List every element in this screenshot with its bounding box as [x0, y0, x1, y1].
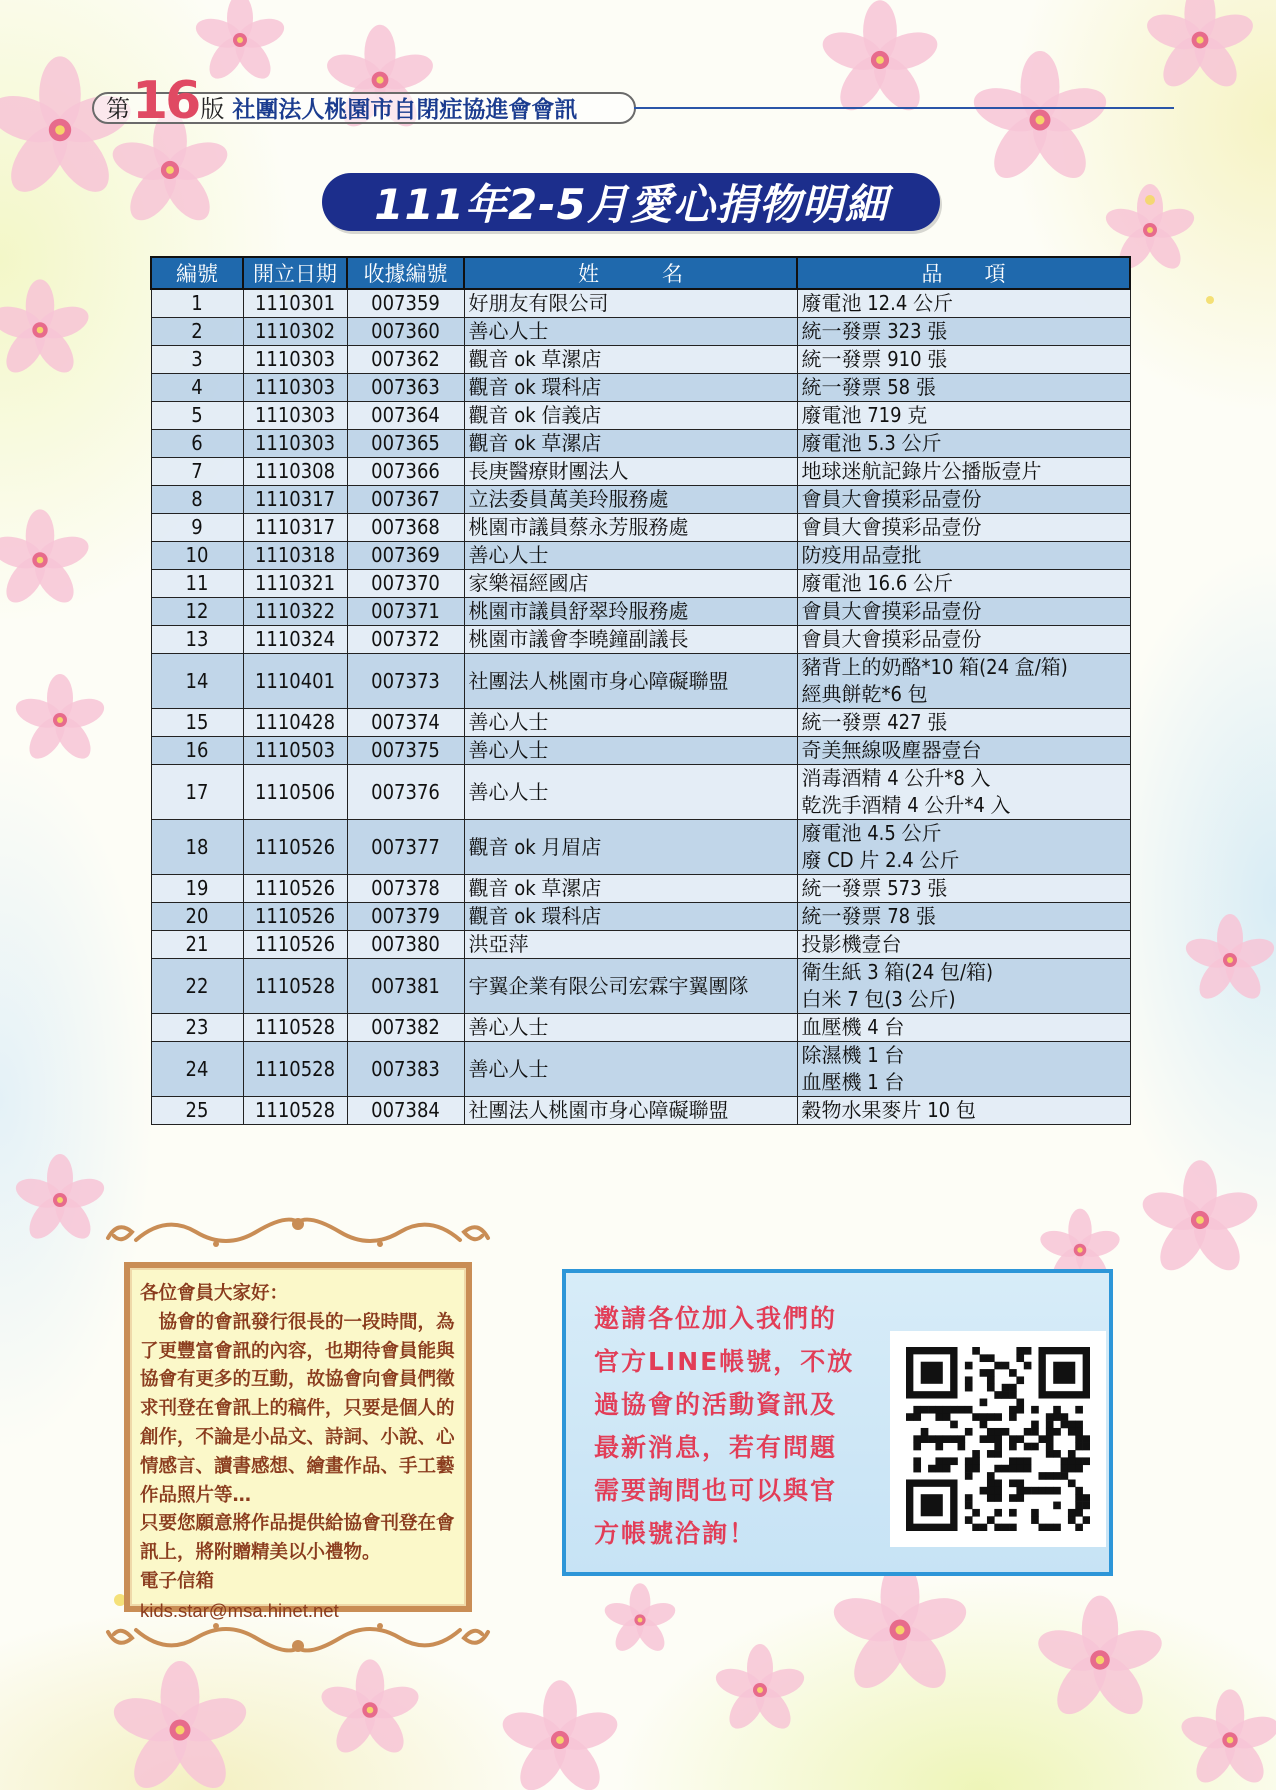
- cell-number: 14: [151, 654, 243, 709]
- cell-date: 1110322: [243, 598, 347, 626]
- cell-name: 善心人士: [464, 737, 797, 765]
- cell-number: 22: [151, 959, 243, 1014]
- item-line: 地球迷航記錄片公播版壹片: [801, 459, 1042, 483]
- cell-items: [797, 737, 1130, 765]
- cell-items: [797, 626, 1130, 654]
- cell-number: 20: [151, 903, 243, 931]
- table-row: [151, 458, 1130, 486]
- cell-receipt: 007359: [347, 289, 464, 318]
- cell-number: 25: [151, 1097, 243, 1125]
- cell-number: 10: [151, 542, 243, 570]
- table-row: [151, 514, 1130, 542]
- cell-items: [797, 542, 1130, 570]
- table-row: [151, 959, 1130, 1014]
- cell-date: 1110303: [243, 346, 347, 374]
- cell-number: 11: [151, 570, 243, 598]
- item-line: 廢電池 4.5 公斤: [801, 821, 942, 845]
- item-line: 奇美無線吸塵器壹台: [801, 738, 982, 762]
- cell-number: 18: [151, 820, 243, 875]
- item-line: 統一發票 323 張: [801, 319, 948, 343]
- column-header-receipt: 收據編號: [347, 257, 464, 289]
- item-line: 血壓機 1 台: [801, 1070, 905, 1094]
- cell-name: 觀音 ok 信義店: [464, 402, 797, 430]
- column-header-items: 品 項: [797, 257, 1130, 289]
- edition-prefix: 第: [106, 95, 130, 123]
- line-invite-box: [562, 1269, 1113, 1576]
- cell-name: 立法委員萬美玲服務處: [464, 486, 797, 514]
- cell-date: 1110528: [243, 1014, 347, 1042]
- item-line: 防疫用品壹批: [801, 543, 922, 567]
- cell-name: 觀音 ok 草漯店: [464, 875, 797, 903]
- table-body: [151, 289, 1130, 1125]
- table-row: [151, 737, 1130, 765]
- cell-date: 1110317: [243, 514, 347, 542]
- cell-items: [797, 903, 1130, 931]
- cell-number: 15: [151, 709, 243, 737]
- cell-date: 1110526: [243, 875, 347, 903]
- cell-name: 社團法人桃園市身心障礙聯盟: [464, 1097, 797, 1125]
- cell-date: 1110401: [243, 654, 347, 709]
- line-invite-text: 邀請各位加入我們的官方LINE帳號，不放過協會的活動資訊及最新消息，若有問題需要詢問也可以與官方帳號洽詢！: [594, 1304, 855, 1548]
- cell-name: 桃園市議員蔡永芳服務處: [464, 514, 797, 542]
- cell-name: 桃園市議會李曉鐘副議長: [464, 626, 797, 654]
- table-row: [151, 626, 1130, 654]
- cell-receipt: 007367: [347, 486, 464, 514]
- cell-date: 1110503: [243, 737, 347, 765]
- table-row: [151, 1042, 1130, 1097]
- cell-items: [797, 820, 1130, 875]
- item-line: 經典餅乾*6 包: [801, 682, 928, 706]
- cell-number: 16: [151, 737, 243, 765]
- cell-receipt: 007368: [347, 514, 464, 542]
- notice-greeting: 各位會員大家好：: [140, 1283, 289, 1304]
- cell-number: 1: [151, 289, 243, 318]
- cell-items: [797, 1042, 1130, 1097]
- table-row: [151, 374, 1130, 402]
- cell-name: 觀音 ok 草漯店: [464, 430, 797, 458]
- cell-receipt: 007364: [347, 402, 464, 430]
- cell-date: 1110526: [243, 931, 347, 959]
- cell-date: 1110528: [243, 959, 347, 1014]
- item-line: 廢電池 12.4 公斤: [801, 291, 953, 315]
- item-line: 穀物水果麥片 10 包: [801, 1098, 976, 1122]
- cell-name: 善心人士: [464, 542, 797, 570]
- cell-date: 1110526: [243, 820, 347, 875]
- table-row: [151, 289, 1130, 318]
- cell-receipt: 007369: [347, 542, 464, 570]
- cell-date: 1110303: [243, 402, 347, 430]
- table-row: [151, 570, 1130, 598]
- item-line: 統一發票 78 張: [801, 904, 936, 928]
- cell-number: 7: [151, 458, 243, 486]
- cell-number: 8: [151, 486, 243, 514]
- cell-receipt: 007379: [347, 903, 464, 931]
- cell-name: 觀音 ok 月眉店: [464, 820, 797, 875]
- cell-receipt: 007378: [347, 875, 464, 903]
- cell-receipt: 007366: [347, 458, 464, 486]
- cell-receipt: 007363: [347, 374, 464, 402]
- cell-date: 1110506: [243, 765, 347, 820]
- table-row: [151, 430, 1130, 458]
- table-row: [151, 1097, 1130, 1125]
- cell-date: 1110308: [243, 458, 347, 486]
- cell-items: [797, 402, 1130, 430]
- column-header-name: 姓 名: [464, 257, 797, 289]
- item-line: 廢電池 719 克: [801, 403, 928, 427]
- edition-suffix: 版: [200, 95, 225, 123]
- cell-receipt: 007375: [347, 737, 464, 765]
- cell-name: 善心人士: [464, 765, 797, 820]
- item-line: 會員大會摸彩品壹份: [801, 627, 982, 651]
- table-row: [151, 903, 1130, 931]
- cell-receipt: 007382: [347, 1014, 464, 1042]
- scroll-ornament-top: [96, 1210, 500, 1254]
- table-row: [151, 765, 1130, 820]
- item-line: 白米 7 包(3 公斤): [801, 987, 956, 1011]
- cell-items: [797, 1097, 1130, 1125]
- cell-items: [797, 875, 1130, 903]
- donation-table: [150, 256, 1131, 1125]
- cell-number: 3: [151, 346, 243, 374]
- table-row: [151, 598, 1130, 626]
- cell-number: 6: [151, 430, 243, 458]
- item-line: 投影機壹台: [801, 932, 902, 956]
- table-row: [151, 709, 1130, 737]
- cell-receipt: 007384: [347, 1097, 464, 1125]
- table-row: [151, 486, 1130, 514]
- table-row: [151, 346, 1130, 374]
- cell-date: 1110428: [243, 709, 347, 737]
- edition-number: 16: [132, 71, 199, 131]
- cell-date: 1110324: [243, 626, 347, 654]
- cell-items: [797, 709, 1130, 737]
- cell-name: 善心人士: [464, 709, 797, 737]
- notice-panel: [124, 1262, 472, 1621]
- cell-receipt: 007373: [347, 654, 464, 709]
- cell-name: 社團法人桃園市身心障礙聯盟: [464, 654, 797, 709]
- item-line: 統一發票 58 張: [801, 375, 936, 399]
- item-line: 會員大會摸彩品壹份: [801, 487, 982, 511]
- table-row: [151, 654, 1130, 709]
- item-line: 血壓機 4 台: [801, 1015, 905, 1039]
- cell-items: [797, 374, 1130, 402]
- cell-number: 23: [151, 1014, 243, 1042]
- cell-name: 善心人士: [464, 1014, 797, 1042]
- cell-date: 1110528: [243, 1097, 347, 1125]
- cell-date: 1110526: [243, 903, 347, 931]
- cell-items: [797, 1014, 1130, 1042]
- cell-items: [797, 931, 1130, 959]
- cell-name: 長庚醫療財團法人: [464, 458, 797, 486]
- cell-items: [797, 514, 1130, 542]
- item-line: 衛生紙 3 箱(24 包/箱): [801, 960, 994, 984]
- cell-number: 9: [151, 514, 243, 542]
- cell-date: 1110303: [243, 430, 347, 458]
- cell-receipt: 007365: [347, 430, 464, 458]
- notice-closing: 只要您願意將作品提供給協會刊登在會訊上，將附贈精美以小禮物。: [140, 1513, 455, 1564]
- cell-receipt: 007374: [347, 709, 464, 737]
- cell-name: 觀音 ok 環科店: [464, 903, 797, 931]
- cell-items: [797, 570, 1130, 598]
- cell-items: [797, 346, 1130, 374]
- cell-name: 善心人士: [464, 1042, 797, 1097]
- item-line: 乾洗手酒精 4 公升*4 入: [801, 793, 1011, 817]
- cell-number: 19: [151, 875, 243, 903]
- item-line: 會員大會摸彩品壹份: [801, 515, 982, 539]
- cell-receipt: 007381: [347, 959, 464, 1014]
- cell-number: 12: [151, 598, 243, 626]
- table-row: [151, 875, 1130, 903]
- cell-receipt: 007360: [347, 318, 464, 346]
- organization-name: 社團法人桃園市自閉症協進會會訊: [232, 97, 578, 123]
- cell-items: [797, 289, 1130, 318]
- cell-receipt: 007377: [347, 820, 464, 875]
- item-line: 廢 CD 片 2.4 公斤: [801, 848, 960, 872]
- cell-receipt: 007376: [347, 765, 464, 820]
- notice-email[interactable]: kids.star@msa.hinet.net: [140, 1599, 339, 1621]
- cell-items: [797, 654, 1130, 709]
- cell-date: 1110302: [243, 318, 347, 346]
- cell-date: 1110321: [243, 570, 347, 598]
- page-header: [92, 71, 1182, 131]
- item-line: 廢電池 16.6 公斤: [801, 571, 953, 595]
- cell-name: 桃園市議員舒翠玲服務處: [464, 598, 797, 626]
- table-row: [151, 1014, 1130, 1042]
- cell-receipt: 007380: [347, 931, 464, 959]
- item-line: 消毒酒精 4 公升*8 入: [801, 766, 991, 790]
- cell-receipt: 007371: [347, 598, 464, 626]
- cell-items: [797, 486, 1130, 514]
- cell-name: 善心人士: [464, 318, 797, 346]
- item-line: 統一發票 910 張: [801, 347, 948, 371]
- cell-items: [797, 318, 1130, 346]
- cell-date: 1110528: [243, 1042, 347, 1097]
- cell-number: 24: [151, 1042, 243, 1097]
- header-rule: [634, 107, 1174, 109]
- cell-number: 5: [151, 402, 243, 430]
- cell-name: 好朋友有限公司: [464, 289, 797, 318]
- cell-name: 家樂福經國店: [464, 570, 797, 598]
- page-title: 111年2-5月愛心捐物明細: [374, 180, 888, 229]
- cell-items: [797, 959, 1130, 1014]
- item-line: 統一發票 573 張: [801, 876, 948, 900]
- notice-email-label: 電子信箱: [140, 1570, 215, 1592]
- cell-number: 13: [151, 626, 243, 654]
- table-row: [151, 402, 1130, 430]
- cell-name: 宇翼企業有限公司宏霖宇翼團隊: [464, 959, 797, 1014]
- cell-number: 17: [151, 765, 243, 820]
- page-title-banner: [322, 173, 940, 231]
- table-row: [151, 318, 1130, 346]
- cell-number: 2: [151, 318, 243, 346]
- cell-items: [797, 430, 1130, 458]
- cell-name: 觀音 ok 草漯店: [464, 346, 797, 374]
- table-row: [151, 820, 1130, 875]
- cell-receipt: 007362: [347, 346, 464, 374]
- column-header-date: 開立日期: [243, 257, 347, 289]
- cell-receipt: 007372: [347, 626, 464, 654]
- column-header-number: 編號: [151, 257, 243, 289]
- scroll-ornament-bottom: [96, 1616, 500, 1660]
- item-line: 豬背上的奶酪*10 箱(24 盒/箱): [801, 655, 1068, 679]
- cell-items: [797, 598, 1130, 626]
- cell-name: 洪亞萍: [464, 931, 797, 959]
- member-notice: [96, 1210, 500, 1660]
- item-line: 除濕機 1 台: [801, 1043, 905, 1067]
- cell-number: 21: [151, 931, 243, 959]
- header-text: [106, 71, 578, 131]
- cell-name: 觀音 ok 環科店: [464, 374, 797, 402]
- cell-date: 1110303: [243, 374, 347, 402]
- notice-body: 協會的會訊發行很長的一段時間，為了更豐富會訊的內容，也期待會員能與協會有更多的互動，故協會向會員們徵求刊登在會訊上的稿件，只要是個人的創作，不論是小品文、詩詞、小說、心情感言、讀書感想、繪畫作品、手工藝作品照片等…: [140, 1311, 455, 1506]
- cell-receipt: 007370: [347, 570, 464, 598]
- cell-date: 1110317: [243, 486, 347, 514]
- item-line: 會員大會摸彩品壹份: [801, 599, 982, 623]
- table-header-row: [151, 257, 1130, 289]
- cell-date: 1110318: [243, 542, 347, 570]
- table-row: [151, 931, 1130, 959]
- cell-receipt: 007383: [347, 1042, 464, 1097]
- cell-date: 1110301: [243, 289, 347, 318]
- table-row: [151, 542, 1130, 570]
- qr-code-icon[interactable]: [890, 1331, 1106, 1547]
- cell-number: 4: [151, 374, 243, 402]
- item-line: 廢電池 5.3 公斤: [801, 431, 942, 455]
- cell-items: [797, 458, 1130, 486]
- cell-items: [797, 765, 1130, 820]
- item-line: 統一發票 427 張: [801, 710, 948, 734]
